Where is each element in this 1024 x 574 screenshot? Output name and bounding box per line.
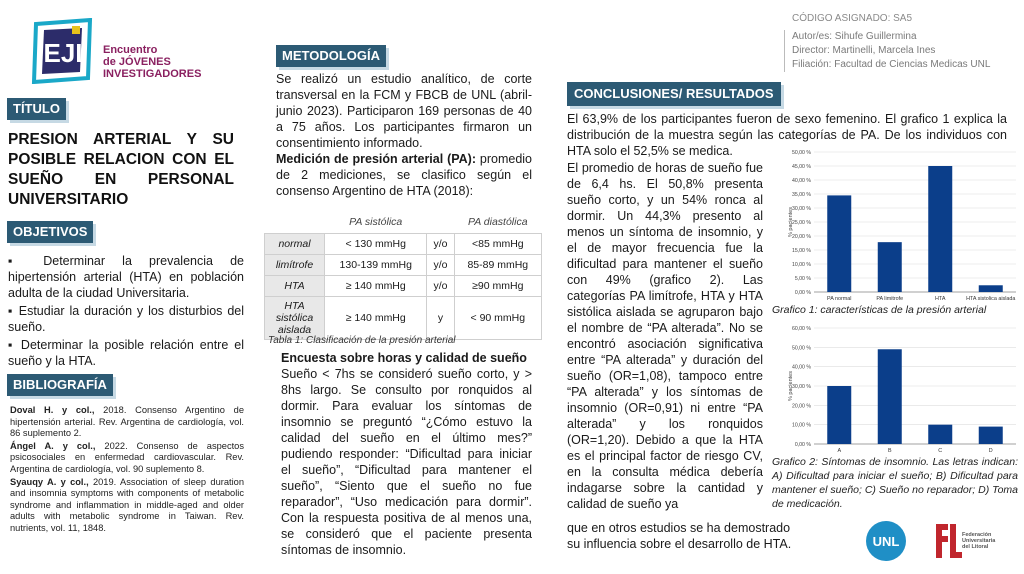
y-tick-label: 30,00 % [791,206,811,212]
reference-item: Ángel A. y col., 2022. Consenso de aspectos psicosociales en enfermedad cardiovascular. Rev. Argentina de cardiología, vol. 90 suplemento 8. [10,440,245,474]
section-title-header: TÍTULO [7,98,66,120]
author-info [784,30,990,72]
section-metodologia-header: METODOLOGÍA [276,45,386,67]
y-tick-label: 0,00 % [794,290,811,296]
x-tick-label: A [837,448,842,454]
section-conclusiones-header: CONCLUSIONES/ RESULTADOS [567,82,781,106]
bp-classification-table [264,212,542,340]
y-tick-label: 10,00 % [791,262,811,268]
y-tick-label: 60,00 % [791,326,811,332]
results-intro-paragraph: El 63,9% de los participantes fueron de sexo femenino. El grafico 1 explica la distribución de la muestra según las categorías de PA. De los individuos con HTA solo el 52,5% se medica. [567,112,1007,158]
section-objetivos-header: OBJETIVOS [7,221,93,243]
methodology-paragraph: Se realizó un estudio analítico, de corte transversal en la FCM y FBCB de UNL (abril-junio 2023). Participaron 169 personas de 40 a 75 años. Los participantes firmaron un consentimiento informado. [276,72,532,150]
unl-logo [856,520,916,562]
authors: Autor/es: Sihufe Guillermina [792,31,917,42]
bar [878,349,902,444]
poster-title: PRESION ARTERIAL Y SU POSIBLE RELACION CON EL SUEÑO EN PERSONAL UNIVERSITARIO [8,131,234,208]
survey-title: Encuesta sobre horas y calidad de sueño [281,351,527,365]
event-name: Encuentro de JÓVENES INVESTIGADORES [103,44,202,80]
reference-item: Syauqy A. y col., 2019. Association of sleep duration and insomnia symptoms with components of metabolic syndrome and inflammation in middle-aged and older adults with metabolic syndrome in Taiwan. Rev. nutrients, vol. 11, 1848. [10,476,244,533]
survey-paragraph: Sueño < 7hs se consideró sueño corto, y > 8hs largo. Se consulto por ronquidos al dormir. Para evaluar los síntomas de insomnio se preguntó “¿Cómo estuvo la calidad del sueño en el último mes?” pudiendo responder: “Dificultad para iniciar el sueño”, “Dificultad para mantener el sueño”, “Siento que el sueño no fue reparador”, “Uso medicación para dormir”. Con la respuesta positiva de al menos una, se consideró que el paciente presenta síntomas de insomnio. [281,367,532,557]
y-tick-label: 50,00 % [791,345,811,352]
y-tick-label: 0,00 % [794,442,811,448]
x-tick-label: D [988,448,993,454]
svg-text:EJI: EJI [43,38,83,68]
director: Director: Martinelli, Marcela Ines [792,45,936,56]
table-row: HTA sistólica aislada ≥ 140 mmHg y < 90 mmHg [265,296,542,339]
y-tick-label: 50,00 % [791,150,811,156]
y-tick-label: 35,00 % [791,192,811,198]
objective-item: ▪ Estudiar la duración y los disturbios del sueño. [8,304,244,334]
x-tick-label: PA limitrofe [876,296,904,302]
chart1-caption: Grafico 1: características de la presión arterial [772,304,987,316]
x-tick-label: HTA sistolica aislada [966,296,1016,302]
y-tick-label: 40,00 % [791,364,811,371]
bar [878,242,902,292]
methodology-text [276,71,532,199]
y-tick-label: 40,00 % [791,178,811,184]
survey-text [281,350,532,558]
chart2-caption: Grafico 2: Síntomas de insomnio. Las letras indican: A) Dificultad para iniciar el sueño; B) Dificultad para mantener el sueño; C) Sueño no reparador; D) Toma de medicación. [772,456,1018,510]
bar [928,166,952,292]
y-axis-label: % pacientes [788,371,794,401]
assigned-code: CÓDIGO ASIGNADO: SA5 [792,13,913,24]
chart-insomnia-symptoms [770,320,1020,456]
y-tick-label: 25,00 % [791,220,811,226]
x-tick-label: B [887,448,892,454]
table-row: limítrofe 130-139 mmHg y/o 85-89 mmHg [265,254,542,275]
section-bibliografia-header: BIBLIOGRAFÍA [7,374,113,396]
bar [928,425,952,444]
bar [979,285,1003,292]
fu-logo-icon [926,520,966,562]
methodology-paragraph: Medición de presión arterial (PA): promedio de 2 mediciones, se clasifico según el consenso Argentino de HTA (2018): [276,152,532,198]
chart-bp-categories [770,144,1020,306]
results-paragraph: El promedio de horas de sueño fue de 6,4 hs. El 50,8% presenta sueño corto, y un 54% ronca al dormir. Un 44,3% presento al menos un síntoma de insomnio, y el de mayor frecuencia fue la dificultad para mantener el sueño con 49% (grafico 2). Las categorías PA limítrofe, HTA y HTA sistólica aislada se agruparon bajo el nombre de “PA alterada”. No se encontró asociación significativa entre “PA alterada” y duración del sueño (OR=1,08), tampoco entre “PA alterada” y los síntomas de insomnio (OR=0,91) ni entre “PA alterada” y los ronquidos (OR=1,20). Debido a que la HTA es el principal factor de riesgo CV, en la consulta médica debería indagarse sobre la cantidad y calidad de sueño ya [567,161,763,511]
x-tick-label: C [938,448,943,454]
y-axis-label: % pacientes [788,207,794,237]
results-closing: que en otros estudios se ha demostrado su influencia sobre el desarrollo de HTA. [567,521,792,551]
table-row: normal < 130 mmHg y/o <85 mmHg [265,233,542,254]
x-tick-label: PA normal [827,296,852,302]
bar [979,427,1003,444]
bar [827,195,851,292]
y-tick-label: 20,00 % [791,403,811,410]
bibliography-list [10,405,244,536]
table-caption: Tabla 1: Clasificación de la presión arterial [268,335,456,346]
y-tick-label: 45,00 % [791,164,811,170]
table-header-row: PA sistólica PA diastólica [265,212,542,233]
y-tick-label: 5,00 % [794,276,811,282]
eji-logo-mark [30,18,96,84]
fu-logo-text: Federación Universitaria del Litoral [962,532,996,550]
reference-item: Doval H. y col., 2018. Consenso Argentino de hipertensión arterial. Rev. Argentina de cardiología, vol. 86 suplemento 2. [10,405,244,439]
objectives-list [8,253,244,371]
objective-item: ▪ Determinar la posible relación entre el sueño y la HTA. [8,338,244,368]
y-tick-label: 15,00 % [791,248,811,254]
objective-item: ▪ Determinar la prevalencia de hipertensión arterial (HTA) en población adulta de la ciudad Universitaria. [8,254,244,300]
bar [827,386,851,444]
affiliation: Filiación: Facultad de Ciencias Medicas UNL [792,59,991,70]
x-tick-label: HTA [935,296,946,302]
y-tick-label: 20,00 % [791,234,811,240]
svg-text:UNL: UNL [872,534,900,549]
y-tick-label: 10,00 % [791,422,811,429]
y-tick-label: 30,00 % [791,384,811,390]
table-row: HTA ≥ 140 mmHg y/o ≥90 mmHg [265,275,542,296]
